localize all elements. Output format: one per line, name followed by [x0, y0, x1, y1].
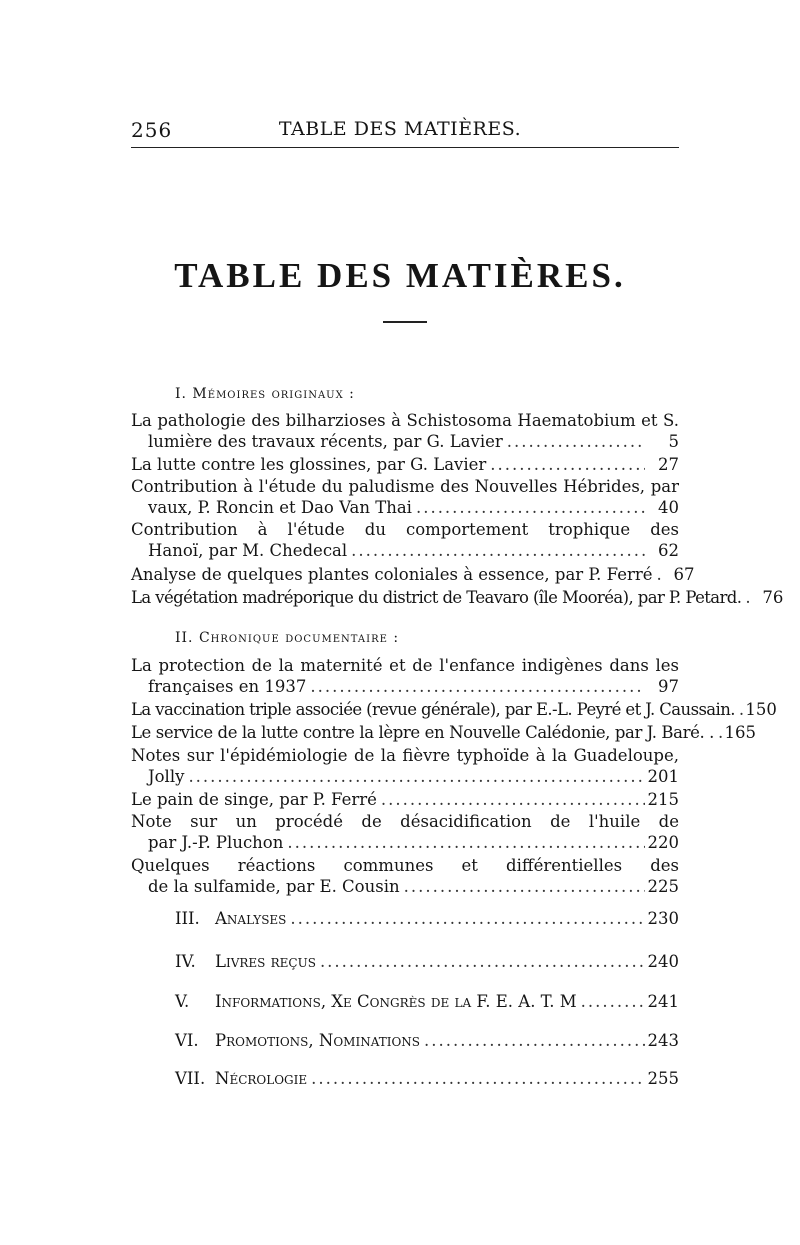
section-label: Livres reçus	[215, 952, 316, 971]
entry-line: vaux, P. Roncin et Dao Van Thai	[148, 498, 412, 517]
entry-line: Le service de la lutte contre la lèpre en Nouvelle Calédonie, par J. Baré. .	[131, 723, 714, 742]
toc-entry	[131, 519, 679, 561]
page-ref: 241	[647, 992, 679, 1011]
toc-section-livres	[175, 951, 679, 972]
dot-leader	[347, 540, 645, 561]
page-ref: 225	[647, 877, 679, 896]
toc-section-promotions	[175, 1030, 679, 1051]
page-ref: 220	[647, 833, 679, 852]
section-numeral: IV.	[175, 952, 196, 971]
dot-leader	[283, 832, 645, 853]
entry-line: Hanoï, par M. Chedecal	[148, 541, 348, 560]
toc-entry	[131, 699, 777, 720]
dot-leader	[653, 564, 661, 585]
toc-entry	[131, 855, 679, 897]
section-heading-memoires: I. Mémoires originaux :	[175, 386, 355, 402]
entry-line: La végétation madréporique du district de Teavaro (île Mooréa), par P. Petard.	[131, 588, 742, 607]
entry-line: La protection de la maternité et de l'enfance indigènes dans les	[131, 656, 679, 675]
entry-line: lumière des travaux récents, par G. Lavier	[148, 432, 503, 451]
entry-line: Notes sur l'épidémiologie de la fièvre typhoïde à la Guadeloupe,	[131, 746, 679, 765]
toc-entry	[131, 745, 679, 787]
entry-line: Jolly	[148, 767, 185, 786]
section-numeral: V.	[175, 992, 190, 1011]
toc-entry	[131, 811, 679, 853]
page-ref: 97	[658, 677, 679, 696]
section-numeral: VII.	[175, 1069, 206, 1088]
page-ref: 40	[658, 498, 679, 517]
page-ref: 5	[668, 432, 679, 451]
entry-line: Contribution à l'étude du paludisme des Nouvelles Hébrides, par	[131, 477, 679, 496]
page-ref: 67	[673, 565, 695, 584]
dot-leader	[420, 1030, 645, 1051]
page-ref: 243	[647, 1031, 679, 1050]
page-ref: 165	[724, 723, 756, 742]
toc-entry	[131, 789, 679, 810]
section-label: Promotions, Nominations	[215, 1031, 421, 1050]
dot-leader	[306, 676, 645, 697]
entry-line: Note sur un procédé de désacidification de l'huile de	[131, 812, 679, 831]
dot-leader	[486, 454, 645, 475]
page-ref: 76	[762, 588, 784, 607]
page-title: TABLE DES MATIÈRES.	[174, 256, 626, 295]
page-ref: 150	[745, 700, 777, 719]
entry-line: Quelques réactions communes et différentielles des	[131, 856, 679, 875]
section-heading-chronique: II. Chronique documentaire :	[175, 630, 400, 646]
entry-line: par J.-P. Pluchon	[148, 833, 284, 852]
section-label: Informations, Xe Congrès de la F. E. A. T. M	[215, 992, 577, 1011]
section-numeral: VI.	[175, 1031, 199, 1050]
page-ref: 230	[647, 909, 679, 928]
page-ref: 201	[647, 767, 679, 786]
running-title: TABLE DES MATIÈRES.	[278, 118, 522, 140]
toc-entry	[131, 722, 756, 743]
dot-leader	[503, 431, 645, 452]
entry-line: Analyse de quelques plantes coloniales à essence, par P. Ferré	[131, 565, 653, 584]
entry-line: françaises en 1937	[148, 677, 307, 696]
toc-entry	[131, 587, 784, 608]
dot-leader	[400, 876, 645, 897]
toc-entry	[131, 564, 695, 585]
toc-entry	[131, 476, 679, 518]
title-rule	[383, 321, 427, 323]
dot-leader	[412, 497, 645, 518]
entry-line: La pathologie des bilharzioses à Schistosoma Haematobium et S.	[131, 411, 679, 430]
running-head	[0, 118, 800, 144]
page-ref: 62	[658, 541, 679, 560]
toc-section-analyses	[175, 908, 679, 929]
section-label: Analyses	[215, 909, 287, 928]
dot-leader	[377, 789, 645, 810]
entry-line: de la sulfamide, par E. Cousin	[148, 877, 400, 896]
page-ref: 240	[647, 952, 679, 971]
dot-leader	[735, 699, 743, 720]
page-ref: 27	[658, 455, 679, 474]
page-ref: 215	[647, 790, 679, 809]
header-rule	[131, 147, 679, 148]
toc-entry	[131, 655, 679, 697]
dot-leader	[741, 587, 749, 608]
toc-entry	[131, 454, 679, 475]
toc-section-informations	[175, 991, 679, 1012]
dot-leader	[286, 908, 645, 929]
entry-line: Contribution à l'étude du comportement trophique des	[131, 520, 679, 539]
toc-entry	[131, 410, 679, 452]
toc-section-necrologie	[175, 1068, 679, 1089]
dot-leader	[316, 951, 645, 972]
section-numeral: III.	[175, 909, 200, 928]
entry-line: Le pain de singe, par P. Ferré	[131, 790, 377, 809]
entry-line: La vaccination triple associée (revue générale), par E.-L. Peyré et J. Caussain.	[131, 700, 735, 719]
section-label: Nécrologie	[215, 1069, 308, 1088]
entry-line: La lutte contre les glossines, par G. Lavier	[131, 455, 487, 474]
dot-leader	[184, 766, 645, 787]
dot-leader	[307, 1068, 645, 1089]
page-number: 256	[131, 118, 173, 142]
dot-leader	[714, 722, 722, 743]
dot-leader	[577, 991, 645, 1012]
page-ref: 255	[647, 1069, 679, 1088]
